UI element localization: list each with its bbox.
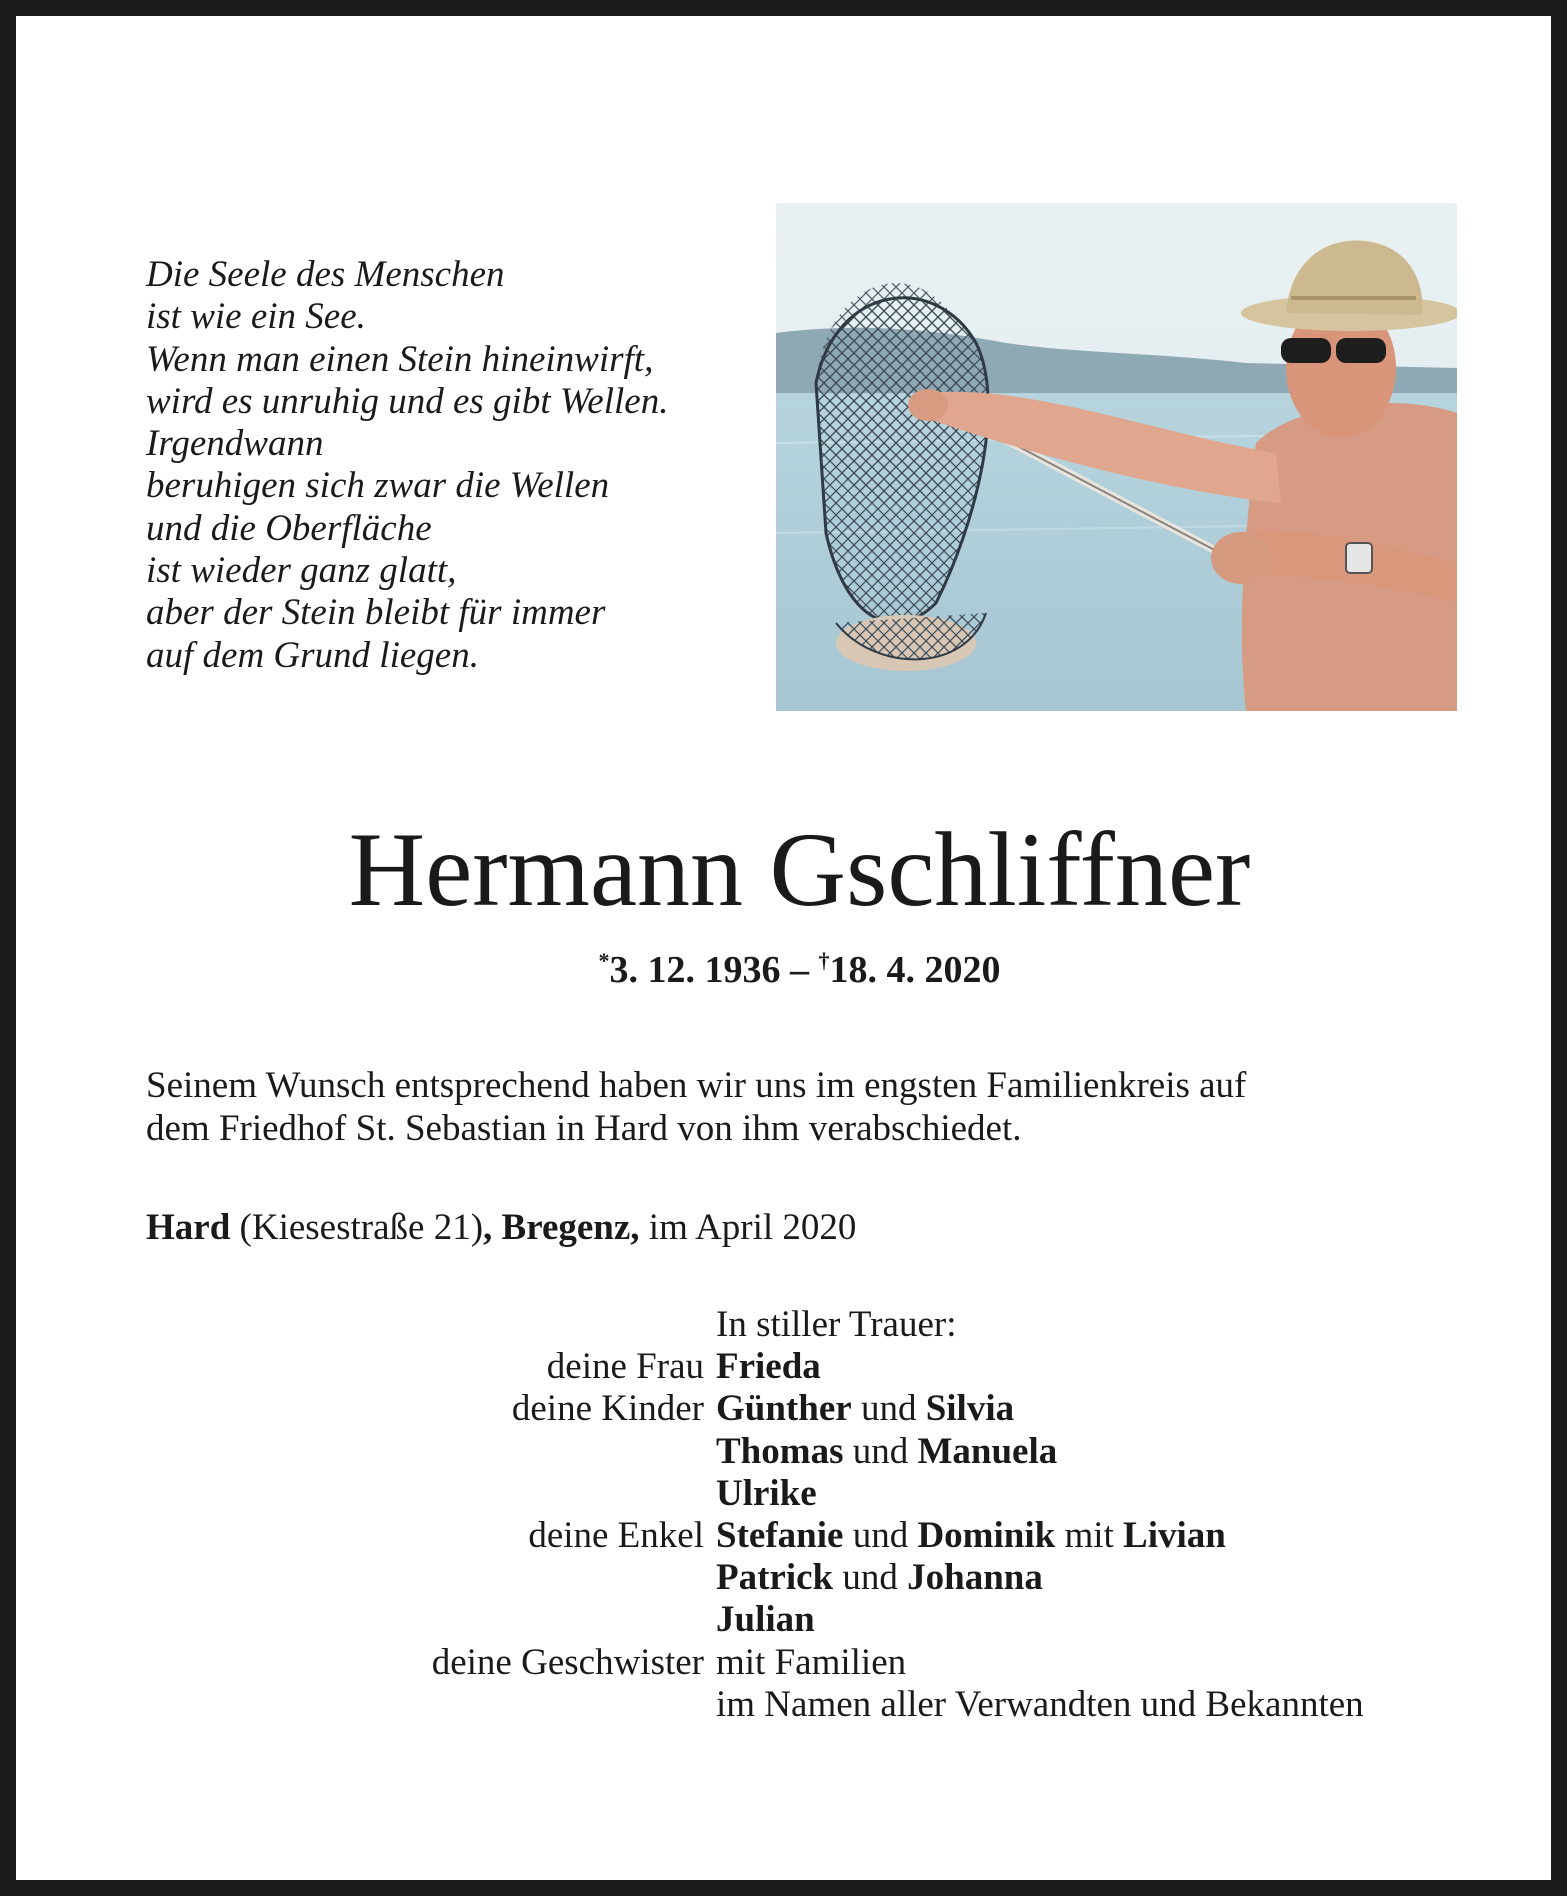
partner-name: Manuela — [917, 1430, 1058, 1472]
children-row — [296, 1388, 1516, 1430]
mourners-list — [296, 1304, 1516, 1726]
mourners-intro-row — [296, 1304, 1516, 1346]
birth-date: 3. 12. 1936 — [609, 949, 781, 991]
portrait-photo — [776, 203, 1457, 711]
siblings-text: mit Familien — [716, 1641, 907, 1683]
poem-line: und die Oberfläche — [146, 507, 432, 549]
poem-line: Wenn man einen Stein hineinwirft, — [146, 338, 654, 380]
poem-line: auf dem Grund liegen. — [146, 634, 479, 676]
message-line: Seinem Wunsch entsprechend haben wir uns im engsten Familienkreis auf — [146, 1065, 1247, 1106]
child-name: Thomas — [716, 1430, 844, 1472]
poem — [146, 254, 746, 677]
month-year: im April 2020 — [639, 1207, 857, 1248]
joiner: und — [843, 1514, 918, 1556]
death-cross-symbol: † — [818, 948, 830, 973]
partner-name: Dominik — [917, 1514, 1056, 1556]
children-row — [296, 1473, 1516, 1515]
joiner: und — [843, 1430, 918, 1472]
grandchild-name: Julian — [716, 1599, 815, 1641]
mourners-intro: In stiller Trauer: — [716, 1304, 957, 1345]
poem-line: wird es unruhig und es gibt Wellen. — [146, 380, 669, 422]
grandchildren-label: deine Enkel — [528, 1514, 704, 1556]
town: Hard — [146, 1207, 231, 1248]
place-and-date — [146, 1206, 1346, 1249]
siblings-row — [296, 1642, 1516, 1684]
grandchildren-row — [296, 1515, 1516, 1557]
comma: , — [483, 1207, 493, 1248]
grandchildren-row — [296, 1599, 1516, 1641]
life-dates — [16, 938, 1567, 993]
date-dash: – — [780, 949, 819, 991]
joiner: und — [851, 1388, 926, 1430]
poem-line: Irgendwann — [146, 423, 324, 465]
birth-star-symbol: * — [598, 948, 610, 973]
partner-name: Silvia — [925, 1388, 1015, 1430]
poem-line: Die Seele des Menschen — [146, 254, 505, 295]
siblings-label: deine Geschwister — [431, 1641, 704, 1683]
deceased-name: Hermann Gschliffner — [348, 811, 1251, 928]
closing-row — [296, 1684, 1516, 1726]
joiner: und — [833, 1557, 908, 1599]
great-grandchild-name: Livian — [1123, 1514, 1226, 1556]
death-date: 18. 4. 2020 — [829, 949, 1001, 991]
spouse-row — [296, 1346, 1516, 1388]
grandchild-name: Patrick — [716, 1557, 834, 1599]
closing-text: im Namen aller Verwandten und Bekannten — [716, 1683, 1364, 1725]
spouse-label: deine Frau — [546, 1346, 704, 1388]
poem-line: beruhigen sich zwar die Wellen — [146, 465, 610, 507]
poem-line: ist wieder ganz glatt, — [146, 550, 457, 592]
child-name: Günther — [716, 1388, 852, 1430]
child-name: Ulrike — [716, 1472, 817, 1514]
city: Bregenz, — [492, 1207, 640, 1248]
children-label: deine Kinder — [511, 1388, 704, 1430]
partner-name: Johanna — [907, 1557, 1043, 1599]
grandchild-name: Stefanie — [716, 1514, 844, 1556]
with-word: mit — [1055, 1514, 1124, 1556]
spouse-name: Frieda — [716, 1346, 821, 1388]
grandchildren-row — [296, 1557, 1516, 1599]
farewell-message — [146, 1064, 1466, 1150]
poem-line: aber der Stein bleibt für immer — [146, 592, 606, 634]
children-row — [296, 1431, 1516, 1473]
message-line: dem Friedhof St. Sebastian in Hard von ihm verabschiedet. — [146, 1108, 1022, 1149]
poem-line: ist wie ein See. — [146, 296, 366, 338]
address: (Kiesestraße 21) — [230, 1207, 484, 1248]
